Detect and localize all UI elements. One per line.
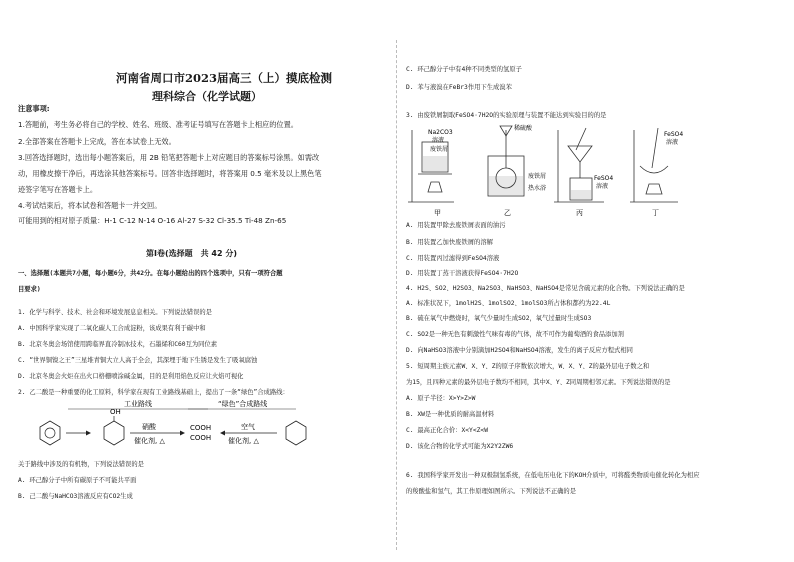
notice-line: 2.全部答案在答题卡上完成，答在本试卷上无效。 xyxy=(18,137,176,146)
scrap-label-jia: 废铁屑 xyxy=(430,146,449,153)
exam-title: 河南省周口市2023届高三（上）摸底检测 xyxy=(116,71,333,85)
question-2: 2. 乙二酸是一种重要的化工原料，科学家在现有工业路线基础上，提出了一条“绿色”合成路线： xyxy=(18,389,289,396)
carboxyl-label-2: COOH xyxy=(190,434,212,442)
question-3: 3. 由废铁屑制取FeSO4·7H2O的实验原理与装置不能达到实验目的的是 xyxy=(406,112,607,119)
arrow-3-head xyxy=(220,431,225,436)
q3-option-b: B. 用装置乙加快废铁屑的溶解 xyxy=(406,239,493,246)
solution-label-jia: 溶液 xyxy=(432,137,445,144)
bath-water-yi xyxy=(489,176,523,195)
section-intro: 一、选择题(本题共7小题，每小题6分，共42分。在每小题给出的四个选项中，只有一项符合题 xyxy=(18,270,283,277)
q3-option-a: A. 用装置甲除去废铁屑表面的油污 xyxy=(406,222,506,229)
q5-option-d: D. 该化合物的化学式可能为X2Y2ZW6 xyxy=(406,443,514,450)
notice-line: 动，用橡皮擦干净后，再选涂其他答案标号。回答非选择题时，将答案用 0.5 毫米及以上黑色笔 xyxy=(18,169,322,178)
catalyst-label-1: 催化剂, △ xyxy=(134,437,165,445)
question-5: 5. 短周期主族元素W、X、Y、Z的原子序数依次增大，W、X、Y、Z的最外层电子数之和 xyxy=(406,363,650,370)
nitric-acid-label: 硝酸 xyxy=(142,423,156,431)
air-label: 空气 xyxy=(241,423,255,431)
q1-option-a: A. 中国科学家实现了二氧化碳人工合成淀粉，该成果有利于碳中和 xyxy=(18,325,206,332)
q3-option-c: C. 用装置丙过滤得到FeSO4溶液 xyxy=(406,255,500,262)
benzene-aromatic-circle xyxy=(45,428,55,438)
label-yi: 乙 xyxy=(504,209,511,217)
q2-option-b: B. 己二酸与NaHCO3溶液反应有CO2生成 xyxy=(18,493,133,500)
notice-line: 4.考试结束后，将本试卷和答题卡一并交回。 xyxy=(18,201,162,210)
notice-heading: 注意事项: xyxy=(18,104,50,113)
q1-option-c: C. “世界铜镍之王”三星堆青铜大立人高于全会，其深埋于地下生锈是发生了吸氧腐蚀 xyxy=(18,357,258,364)
green-route-label: “绿色”合成路线 xyxy=(218,400,268,408)
question-5-cont: 为15，且四种元素的最外层电子数均不相同，其中X、Y、Z同周期相邻元素。下列说法错误的是 xyxy=(406,379,671,386)
carboxyl-label-1: COOH xyxy=(190,424,212,432)
arrow-1-head xyxy=(86,431,91,436)
h2so4-label: 稀硫酸 xyxy=(514,125,533,132)
solution-label-ding: 溶液 xyxy=(666,139,679,146)
q1-option-d: D. 北京冬奥会火炬在出火口格栅喷涂碱金属，目的是利用焰色反应让火焰可视化 xyxy=(18,373,244,380)
column-divider xyxy=(396,40,397,550)
question-6: 6. 我国科学家开发出一种双极制氢系统，在低电压电化下的KOH介质中，可将醛类物质电催化转化为相应 xyxy=(406,472,700,479)
q5-option-b: B. XW是一种优质的耐高温材料 xyxy=(406,411,495,418)
glass-rod-bing xyxy=(576,128,586,150)
atomic-mass-line: 可能用到的相对原子质量：H-1 C-12 N-14 O-16 Al-27 S-32 Cl-35.5 Ti-48 Zn-65 xyxy=(18,216,287,225)
glass-rod-ding xyxy=(652,128,658,168)
apparatus-diagram xyxy=(408,122,708,218)
arrow-2-head xyxy=(180,431,185,436)
burner-jia-icon xyxy=(428,182,442,192)
scrap-label-yi: 废铁屑 xyxy=(528,173,547,180)
q2-option-d: D. 苯与液溴在FeBr3作用下生成溴苯 xyxy=(406,84,512,91)
notice-line: 3.回答选择题时，选出每小题答案后，用 2B 铅笔把答题卡上对应题目的答案标号涂黑。如需改 xyxy=(18,153,320,162)
q2-option-a: A. 环己醇分子中所有碳原子不可能共平面 xyxy=(18,477,137,484)
cyclohexane-ring-icon xyxy=(286,421,306,445)
q4-option-a: A. 标准状况下，1molH2S、1molSO2、1molSO3所占体积都约为22.4L xyxy=(406,300,611,307)
q1-option-b: B. 北京冬奥会场馆使用跨临界直冷制冰技术，石墨烯和C60互为同位素 xyxy=(18,341,218,348)
label-jia: 甲 xyxy=(434,209,441,217)
catalyst-label-2: 催化剂, △ xyxy=(228,437,259,445)
solution-jia xyxy=(423,156,447,171)
synthesis-route-diagram xyxy=(28,397,328,459)
filtrate-bing xyxy=(571,190,591,199)
q5-option-c: C. 最高正化合价：X<Y<Z<W xyxy=(406,427,488,434)
question-4: 4. H2S、SO2、H2SO3、Na2SO3、NaHSO3、NaHSO4是常见含硫元素的化合物。下列说法正确的是 xyxy=(406,285,685,292)
solution-label-bing: 溶液 xyxy=(596,183,609,190)
section-intro-cont: 目要求) xyxy=(18,286,41,293)
feso4-label-ding: FeSO4 xyxy=(664,131,684,138)
label-bing: 丙 xyxy=(576,209,583,217)
na2co3-label: Na2CO3 xyxy=(428,129,453,136)
q2-option-c: C. 环己醇分子中有4种不同类型的氢原子 xyxy=(406,66,522,73)
q3-option-d: D. 用装置丁蒸干溶液获得FeSO4·7H2O xyxy=(406,270,519,277)
q5-option-a: A. 原子半径：X>Y>Z>W xyxy=(406,395,476,402)
exam-subtitle: 理科综合（化学试题） xyxy=(152,90,262,103)
feso4-label-bing: FeSO4 xyxy=(594,175,614,182)
q4-option-b: B. 硫在氧气中燃烧时，氧气少量时生成SO2，氧气过量时生成SO3 xyxy=(406,315,592,322)
q4-option-c: C. SO2是一种无色有刺激性气味有毒的气体，故不可作为葡萄酒的食品添加剂 xyxy=(406,331,624,338)
evaporating-dish-icon xyxy=(640,166,668,173)
q2-lead: 关于路线中涉及的有机物，下列说法错误的是 xyxy=(18,461,144,468)
notice-line: 1.答题前，考生务必将自己的学校、姓名、班级、准考证号填写在答题卡上相应的位置。 xyxy=(18,120,298,129)
benzene-ring-icon xyxy=(40,421,60,445)
question-1: 1. 化学与科学、技术、社会和环境发展息息相关。下列说法错误的是 xyxy=(18,309,212,316)
filter-funnel-icon xyxy=(568,146,592,162)
hydroxyl-label: OH xyxy=(110,408,121,416)
label-ding: 丁 xyxy=(652,209,659,217)
q4-option-d: D. 向NaHSO3溶液中分别滴加H2SO4和NaHSO4溶液，发生的离子反应方程式相同 xyxy=(406,347,633,354)
burner-ding-icon xyxy=(646,184,662,194)
section-title: 第Ⅰ卷(选择题 共 42 分) xyxy=(146,249,237,258)
notice-line: 迹签字笔写在答题卡上。 xyxy=(18,185,98,194)
question-6-cont: 的羧酸盐和氢气，其工作原理如图所示。下列说法不正确的是 xyxy=(406,488,577,495)
industrial-route-label: 工业路线 xyxy=(124,400,152,408)
bath-label-yi: 热水浴 xyxy=(528,185,547,192)
cyclohexanol-ring-icon xyxy=(104,421,124,445)
